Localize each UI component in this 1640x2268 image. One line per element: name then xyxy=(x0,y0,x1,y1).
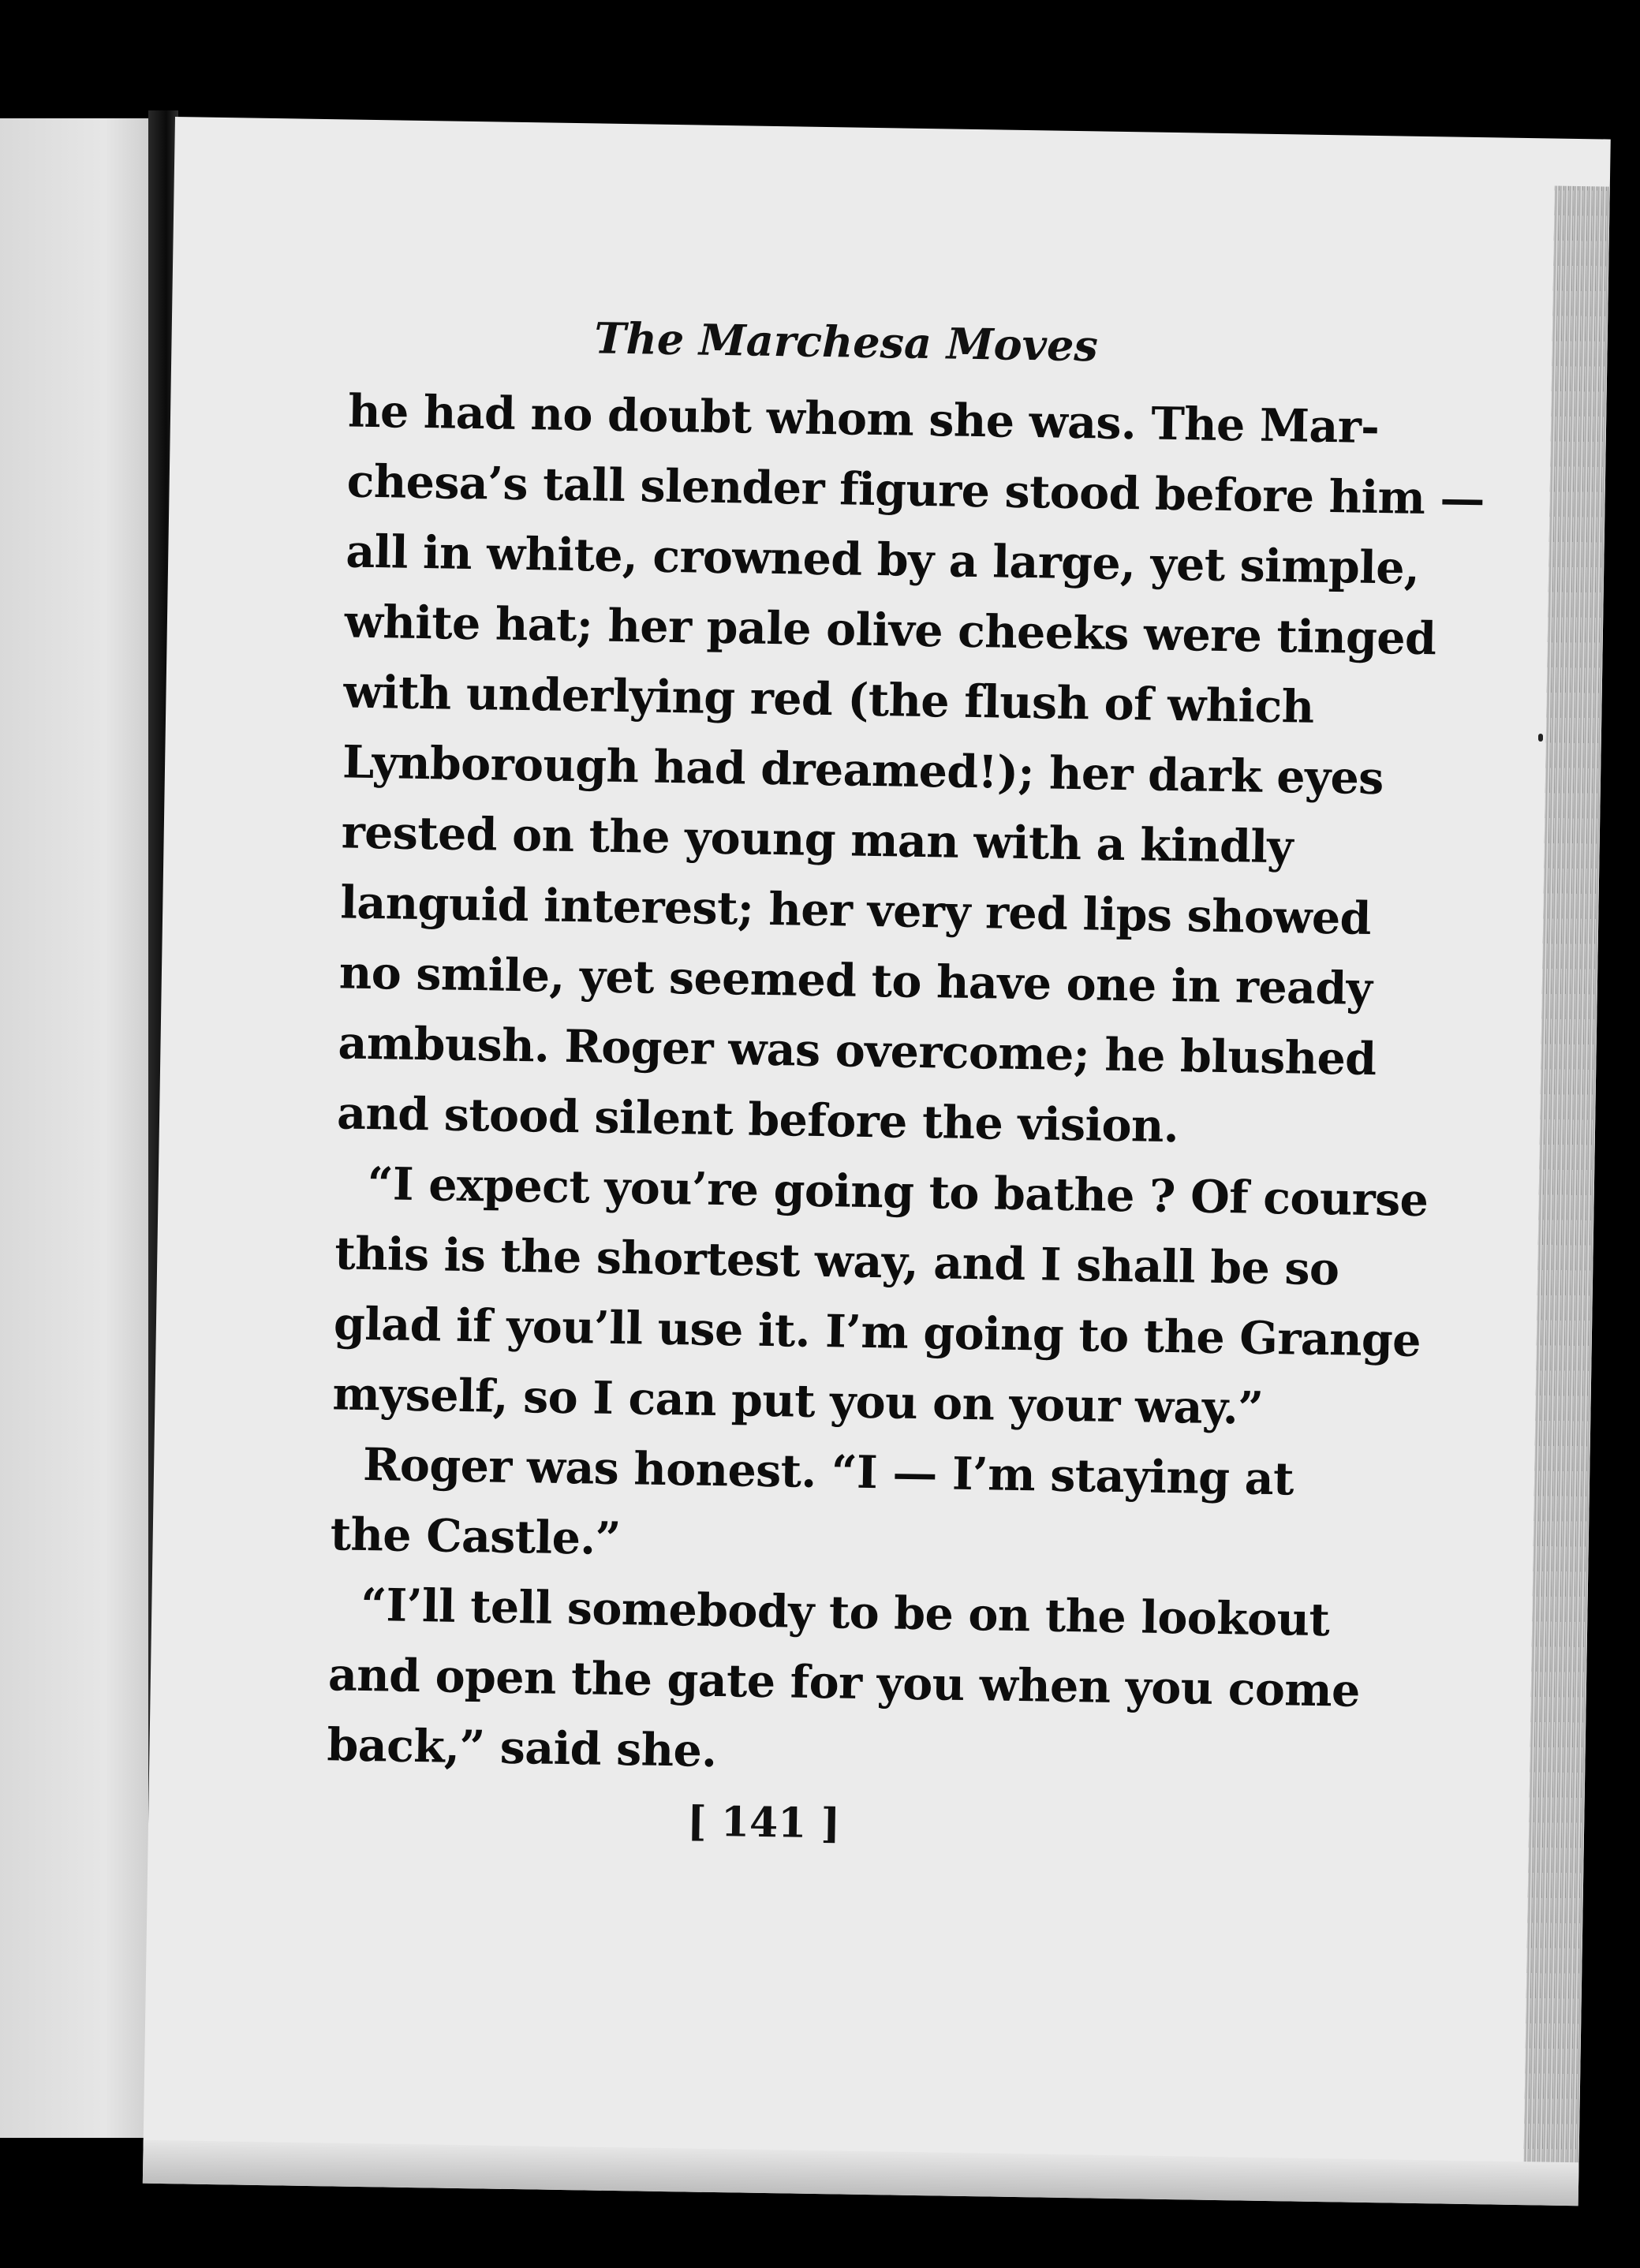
text-line: back,” said she. xyxy=(327,1718,717,1778)
text-line: no smile, yet seemed to have one in ready xyxy=(338,946,1373,1015)
text-line: and stood silent before the vision. xyxy=(336,1086,1179,1153)
text-line: all in white, crowned by a large, yet simple, xyxy=(345,525,1420,595)
text-line: myself, so I can put you on your way.” xyxy=(332,1367,1264,1435)
text-line: Roger was honest. “I — I’m staying at xyxy=(362,1437,1294,1506)
page-edge-stack xyxy=(1523,185,1610,2190)
body-text xyxy=(327,376,1485,1794)
running-head: The Marchesa Moves xyxy=(593,312,1099,372)
text-line: “I’ll tell somebody to be on the lookout xyxy=(360,1578,1330,1647)
text-line: Lynborough had dreamed!); her dark eyes xyxy=(342,735,1384,805)
text-line: he had no doubt whom she was. The Mar- xyxy=(347,384,1380,454)
text-line: ambush. Roger was overcome; he blushed xyxy=(338,1016,1377,1086)
text-line: rested on the young man with a kindly xyxy=(341,805,1294,874)
text-line: this is the shortest way, and I shall be so xyxy=(334,1227,1339,1296)
facing-page xyxy=(0,118,150,2138)
text-line: and open the gate for you when you come xyxy=(327,1648,1361,1717)
text-line: glad if you’ll use it. I’m going to the Grange xyxy=(333,1297,1421,1367)
scan-speck xyxy=(1538,734,1543,742)
page-number: [ 141 ] xyxy=(686,1797,841,1848)
book-page xyxy=(143,117,1611,2206)
text-line: white hat; her pale olive cheeks were tinged xyxy=(344,595,1436,666)
text-line: languid interest; her very red lips showed xyxy=(339,876,1372,945)
page-bottom-edge xyxy=(143,2140,1579,2206)
text-line: chesa’s tall slender figure stood before him — xyxy=(346,454,1485,526)
text-line: the Castle.” xyxy=(330,1508,622,1566)
text-line: with underlying red (the flush of which xyxy=(343,665,1315,734)
text-line: “I expect you’re going to bathe ? Of course xyxy=(367,1157,1429,1227)
